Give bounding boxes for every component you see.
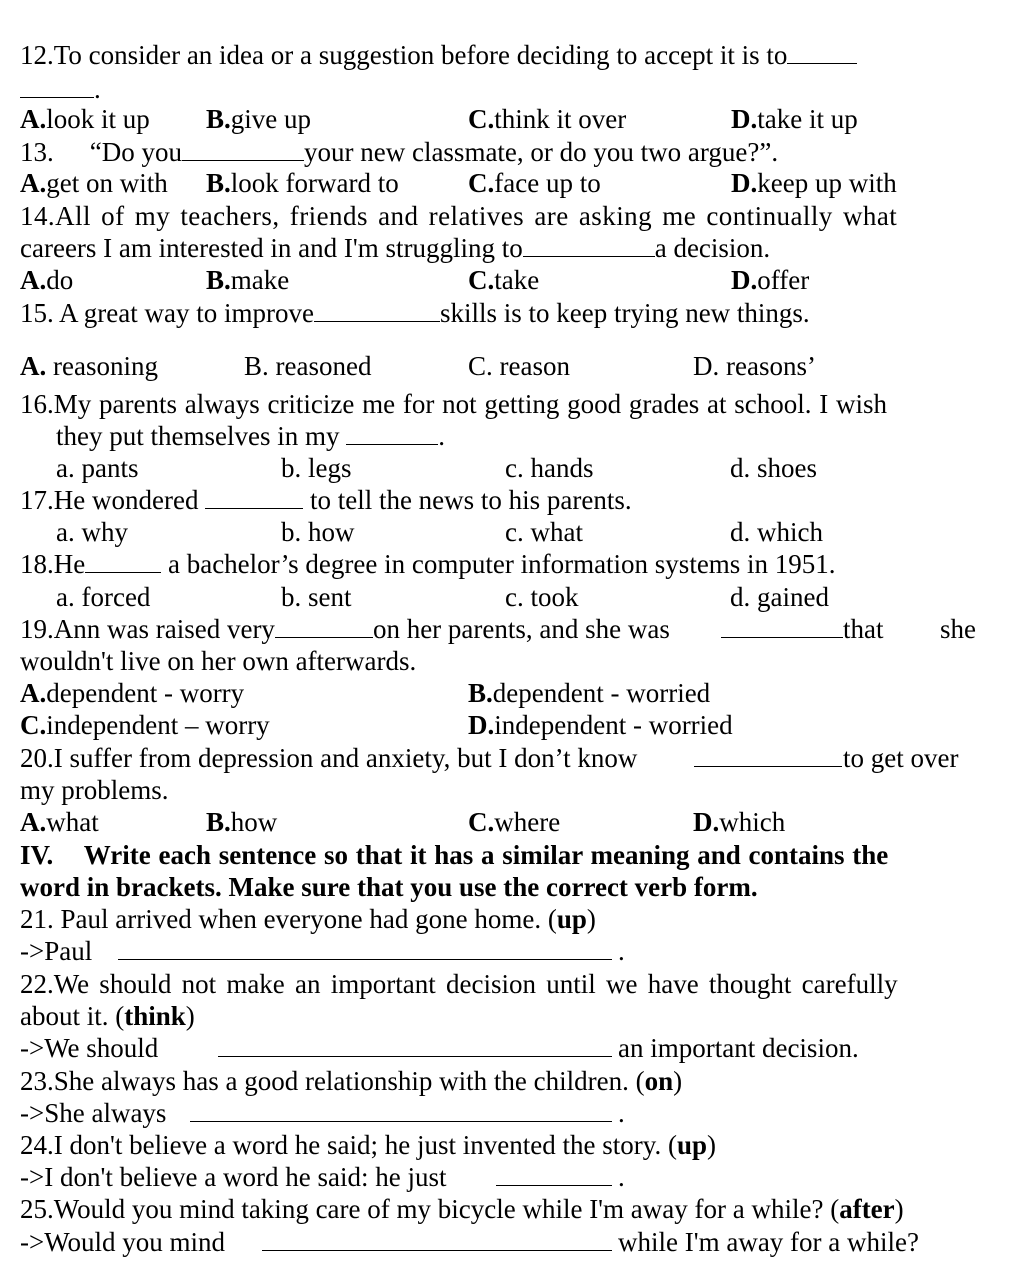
q22-stem-line2: about it. (think) [20, 1001, 195, 1031]
q15-option-b: B. reasoned [244, 351, 372, 381]
q22-answer: ->We should an important decision. [20, 1033, 859, 1063]
q14-option-d: D.offer [731, 265, 810, 295]
q25-stem: 25.Would you mind taking care of my bicycle while I'm away for a while? (after) [20, 1194, 904, 1224]
q12-stem-cont: . [20, 74, 101, 104]
q24-stem: 24.I don't believe a word he said; he just invented the story. (up) [20, 1130, 716, 1160]
q15-option-c: C. reason [468, 351, 570, 381]
q22-answer-blank [218, 1034, 612, 1057]
q21-answer-blank [118, 937, 612, 960]
q19-option-a: A.dependent - worry [20, 678, 245, 708]
q19-option-d: D.independent - worried [468, 710, 733, 740]
q18-option-a: a. forced [56, 582, 151, 612]
q20-option-b: B.how [206, 807, 278, 837]
q13-option-a: A.get on with [20, 168, 168, 198]
q16-option-a: a. pants [56, 453, 139, 483]
q15-stem: 15. A great way to improve skills is to keep trying new things. [20, 298, 810, 328]
q15-blank [314, 299, 440, 322]
q14-option-b: B.make [206, 265, 290, 295]
q12-blank-b [20, 75, 94, 98]
q17-blank [205, 486, 303, 509]
q19-stem-line1: 19.Ann was raised very on her parents, and she was that she [20, 614, 976, 644]
q23-answer-blank [190, 1099, 612, 1122]
q23-stem: 23.She always has a good relationship with the children. (on) [20, 1066, 683, 1096]
q12-blank-a [787, 41, 857, 64]
q15-option-d: D. reasons’ [693, 351, 816, 381]
q12-stem: 12.To consider an idea or a suggestion before deciding to accept it is to [20, 40, 857, 70]
q13-option-c: C.face up to [468, 168, 601, 198]
q13-blank [182, 138, 304, 161]
q14-stem-line1: 14.All of my teachers, friends and relatives are asking me continually what [20, 201, 898, 231]
q14-option-a: A.do [20, 265, 74, 295]
section-iv-heading-line1: IV. Write each sentence so that it has a similar meaning and contains the [20, 840, 889, 870]
q16-stem-line1: 16.My parents always criticize me for not getting good grades at school. I wish [20, 389, 888, 419]
q18-option-b: b. sent [281, 582, 352, 612]
q12-option-a: A.look it up [20, 104, 150, 134]
q12-option-b: B.give up [206, 104, 312, 134]
q20-option-c: C.where [468, 807, 561, 837]
q24-answer: ->I don't believe a word he said: he just . [20, 1162, 625, 1192]
q16-stem-line2: they put themselves in my . [56, 421, 445, 451]
q13-option-d: D.keep up with [731, 168, 897, 198]
q18-option-c: c. took [505, 582, 579, 612]
q13-stem: 13. “Do you your new classmate, or do you two argue?”. [20, 137, 779, 167]
q12-option-d: D.take it up [731, 104, 858, 134]
q18-blank [85, 550, 161, 573]
q20-stem-line1: 20.I suffer from depression and anxiety, but I don’t know to get over [20, 743, 959, 773]
q14-option-c: C.take [468, 265, 540, 295]
q20-option-d: D.which [693, 807, 786, 837]
q17-option-c: c. what [505, 517, 583, 547]
q17-option-b: b. how [281, 517, 355, 547]
q21-stem: 21. Paul arrived when everyone had gone home. (up) [20, 904, 596, 934]
section-iv-heading-line2: word in brackets. Make sure that you use the correct verb form. [20, 872, 758, 902]
q16-option-d: d. shoes [730, 453, 817, 483]
q16-option-c: c. hands [505, 453, 594, 483]
q22-stem-line1: 22.We should not make an important decision until we have thought carefully [20, 969, 898, 999]
q23-answer: ->She always . [20, 1098, 625, 1128]
q12-option-c: C.think it over [468, 104, 627, 134]
q14-blank [523, 234, 655, 257]
q19-blank-a [275, 615, 373, 638]
q17-option-d: d. which [730, 517, 823, 547]
q20-stem-line2: my problems. [20, 775, 169, 805]
q21-answer: ->Paul . [20, 936, 625, 966]
q16-option-b: b. legs [281, 453, 352, 483]
q18-stem: 18.He a bachelor’s degree in computer information systems in 1951. [20, 549, 836, 579]
q17-option-a: a. why [56, 517, 128, 547]
q25-answer: ->Would you mind while I'm away for a while? [20, 1227, 919, 1257]
q18-option-d: d. gained [730, 582, 829, 612]
q19-blank-b [721, 615, 843, 638]
q15-option-a: A. reasoning [20, 351, 158, 381]
q16-blank [346, 422, 438, 445]
q13-option-b: B.look forward to [206, 168, 399, 198]
q20-option-a: A.what [20, 807, 99, 837]
q14-stem-line2: careers I am interested in and I'm struggling to a decision. [20, 233, 771, 263]
q20-blank [694, 744, 842, 767]
q19-option-c: C.independent – worry [20, 710, 270, 740]
q19-stem-line2: wouldn't live on her own afterwards. [20, 646, 417, 676]
q24-answer-blank [496, 1163, 612, 1186]
q25-answer-blank [262, 1228, 612, 1251]
q17-stem: 17.He wondered to tell the news to his parents. [20, 485, 632, 515]
q19-option-b: B.dependent - worried [468, 678, 711, 708]
